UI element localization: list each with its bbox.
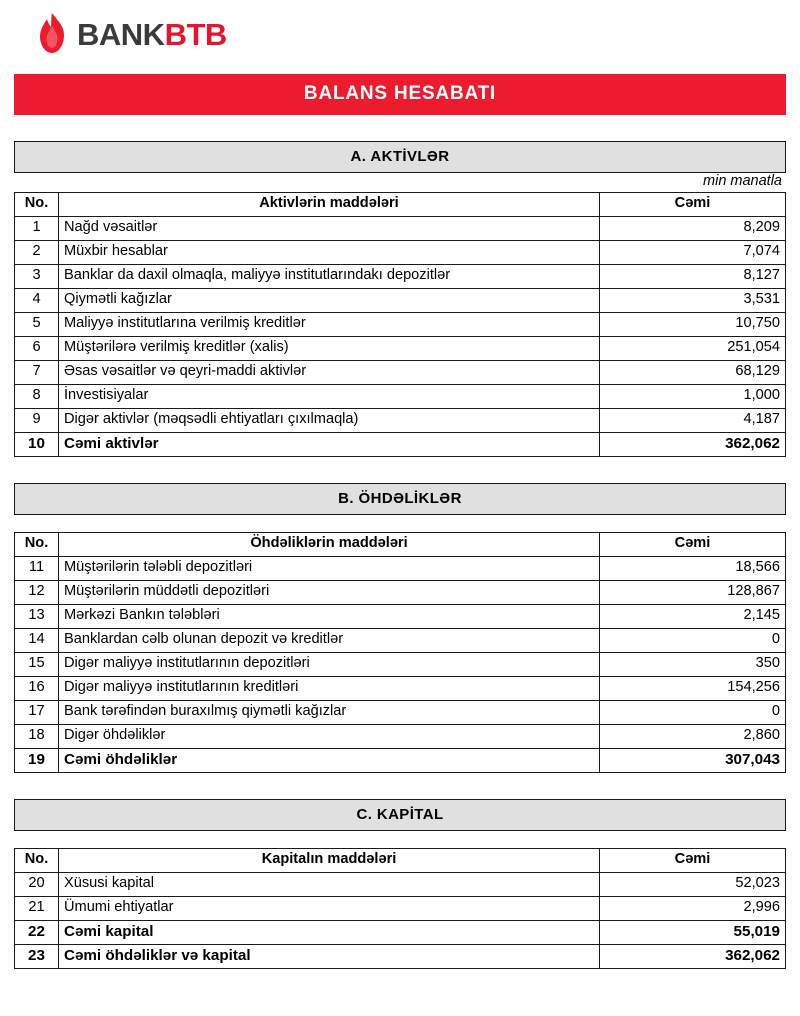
row-item: Digər maliyyə institutlarının kreditləri xyxy=(59,677,600,701)
table-row xyxy=(15,241,786,265)
row-no: 19 xyxy=(15,749,59,773)
table-row xyxy=(15,265,786,289)
row-total: 10,750 xyxy=(600,313,786,337)
table-header-row xyxy=(15,193,786,217)
row-item: Qiymətli kağızlar xyxy=(59,289,600,313)
brand-name-primary: BANK xyxy=(77,16,165,52)
row-total: 154,256 xyxy=(600,677,786,701)
row-total: 2,996 xyxy=(600,897,786,921)
row-total: 8,209 xyxy=(600,217,786,241)
row-total: 52,023 xyxy=(600,873,786,897)
liabilities-table xyxy=(14,532,786,773)
row-no: 2 xyxy=(15,241,59,265)
row-no: 12 xyxy=(15,581,59,605)
table-row xyxy=(15,677,786,701)
col-header-total: Cəmi xyxy=(600,849,786,873)
row-item: Müxbir hesablar xyxy=(59,241,600,265)
row-total: 0 xyxy=(600,629,786,653)
document-title: BALANS HESABATI xyxy=(14,74,786,115)
table-row xyxy=(15,409,786,433)
row-no: 20 xyxy=(15,873,59,897)
capital-table-block xyxy=(14,848,786,969)
row-no: 18 xyxy=(15,725,59,749)
row-item: Nağd vəsaitlər xyxy=(59,217,600,241)
row-total: 251,054 xyxy=(600,337,786,361)
row-total: 362,062 xyxy=(600,945,786,969)
row-total: 3,531 xyxy=(600,289,786,313)
flame-icon xyxy=(36,12,68,56)
table-row-total xyxy=(15,749,786,773)
row-total: 128,867 xyxy=(600,581,786,605)
row-item: Digər aktivlər (məqsədli ehtiyatları çıxılmaqla) xyxy=(59,409,600,433)
row-item: Bank tərəfindən buraxılmış qiymətli kağızlar xyxy=(59,701,600,725)
col-header-item: Kapitalın maddələri xyxy=(59,849,600,873)
row-no: 9 xyxy=(15,409,59,433)
col-header-no: No. xyxy=(15,849,59,873)
table-row xyxy=(15,385,786,409)
row-item: Ümumi ehtiyatlar xyxy=(59,897,600,921)
table-row-total xyxy=(15,945,786,969)
brand-wordmark xyxy=(77,16,227,52)
section-heading-assets: A. AKTİVLƏR xyxy=(14,141,786,173)
table-row xyxy=(15,629,786,653)
row-no: 14 xyxy=(15,629,59,653)
row-item: Cəmi aktivlər xyxy=(59,433,600,457)
col-header-total: Cəmi xyxy=(600,193,786,217)
col-header-total: Cəmi xyxy=(600,533,786,557)
row-no: 7 xyxy=(15,361,59,385)
row-total: 7,074 xyxy=(600,241,786,265)
row-total: 350 xyxy=(600,653,786,677)
section-heading-capital: C. KAPİTAL xyxy=(14,799,786,831)
row-no: 11 xyxy=(15,557,59,581)
table-row xyxy=(15,337,786,361)
row-total: 307,043 xyxy=(600,749,786,773)
table-row xyxy=(15,289,786,313)
row-no: 10 xyxy=(15,433,59,457)
table-header-row xyxy=(15,533,786,557)
table-row xyxy=(15,581,786,605)
row-no: 22 xyxy=(15,921,59,945)
col-header-item: Öhdəliklərin maddələri xyxy=(59,533,600,557)
table-row xyxy=(15,313,786,337)
assets-table xyxy=(14,192,786,457)
capital-table xyxy=(14,848,786,969)
row-no: 15 xyxy=(15,653,59,677)
row-no: 16 xyxy=(15,677,59,701)
row-item: Banklar da daxil olmaqla, maliyyə institutlarındakı depozitlər xyxy=(59,265,600,289)
row-total: 68,129 xyxy=(600,361,786,385)
row-total: 2,145 xyxy=(600,605,786,629)
unit-note: min manatla xyxy=(703,173,782,189)
row-no: 17 xyxy=(15,701,59,725)
row-item: Digər öhdəliklər xyxy=(59,725,600,749)
row-no: 6 xyxy=(15,337,59,361)
row-item: Digər maliyyə institutlarının depozitləri xyxy=(59,653,600,677)
assets-table-block xyxy=(14,192,786,457)
table-row xyxy=(15,653,786,677)
row-total: 2,860 xyxy=(600,725,786,749)
table-row xyxy=(15,873,786,897)
table-header-row xyxy=(15,849,786,873)
row-total: 55,019 xyxy=(600,921,786,945)
table-row-total xyxy=(15,921,786,945)
row-no: 8 xyxy=(15,385,59,409)
table-row-total xyxy=(15,433,786,457)
row-item: Cəmi öhdəliklər və kapital xyxy=(59,945,600,969)
row-item: Maliyyə institutlarına verilmiş kreditlər xyxy=(59,313,600,337)
table-row xyxy=(15,605,786,629)
section-heading-liabilities: B. ÖHDƏLİKLƏR xyxy=(14,483,786,515)
row-item: Müştərilərin tələbli depozitləri xyxy=(59,557,600,581)
table-row xyxy=(15,361,786,385)
row-no: 4 xyxy=(15,289,59,313)
row-total: 8,127 xyxy=(600,265,786,289)
row-no: 5 xyxy=(15,313,59,337)
row-total: 18,566 xyxy=(600,557,786,581)
row-item: Mərkəzi Bankın tələbləri xyxy=(59,605,600,629)
row-no: 1 xyxy=(15,217,59,241)
row-item: Müştərilərin müddətli depozitləri xyxy=(59,581,600,605)
row-item: Müştərilərə verilmiş kreditlər (xalis) xyxy=(59,337,600,361)
table-row xyxy=(15,725,786,749)
row-item: Cəmi kapital xyxy=(59,921,600,945)
row-item: Xüsusi kapital xyxy=(59,873,600,897)
row-no: 21 xyxy=(15,897,59,921)
col-header-no: No. xyxy=(15,533,59,557)
brand-header xyxy=(14,0,786,68)
col-header-no: No. xyxy=(15,193,59,217)
row-no: 3 xyxy=(15,265,59,289)
table-row xyxy=(15,217,786,241)
row-total: 4,187 xyxy=(600,409,786,433)
table-row xyxy=(15,701,786,725)
row-total: 1,000 xyxy=(600,385,786,409)
table-row xyxy=(15,897,786,921)
row-total: 362,062 xyxy=(600,433,786,457)
row-item: Əsas vəsaitlər və qeyri-maddi aktivlər xyxy=(59,361,600,385)
table-row xyxy=(15,557,786,581)
row-total: 0 xyxy=(600,701,786,725)
row-no: 23 xyxy=(15,945,59,969)
row-item: İnvestisiyalar xyxy=(59,385,600,409)
col-header-item: Aktivlərin maddələri xyxy=(59,193,600,217)
liabilities-table-block xyxy=(14,532,786,773)
row-item: Cəmi öhdəliklər xyxy=(59,749,600,773)
brand-name-secondary: BTB xyxy=(164,16,227,52)
row-no: 13 xyxy=(15,605,59,629)
row-item: Banklardan cəlb olunan depozit və kreditlər xyxy=(59,629,600,653)
